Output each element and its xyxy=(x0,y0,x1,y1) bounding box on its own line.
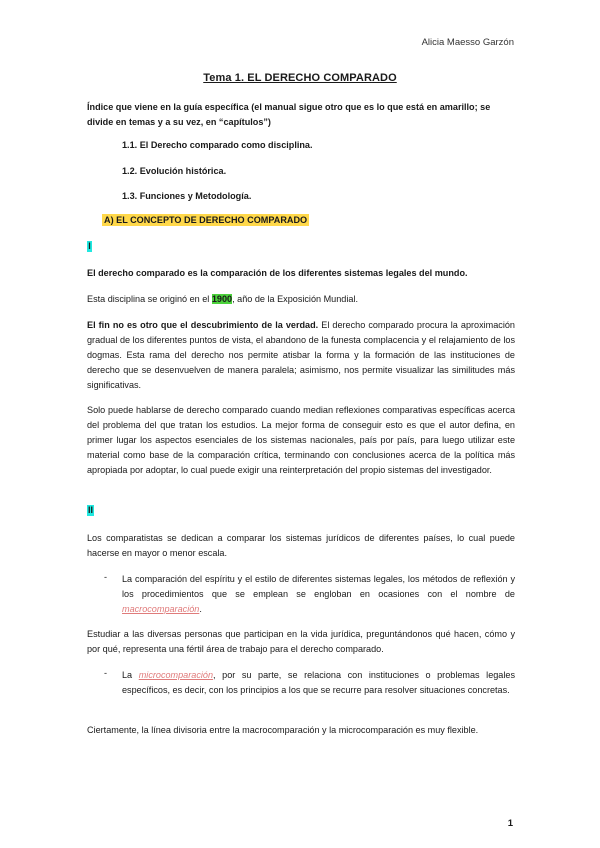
origin-text-end: , año de la Exposición Mundial. xyxy=(232,294,358,304)
paragraph-origin xyxy=(87,292,515,307)
paragraph-definition: El derecho comparado es la comparación de los diferentes sistemas legales del mundo. xyxy=(87,268,468,278)
paragraph-conclusion: Ciertamente, la línea divisoria entre la macrocomparación y la microcomparación es muy flexible. xyxy=(87,725,479,735)
purpose-text: El derecho comparado procura la aproximación gradual de los diferentes puntos de vista, el abandono de la funesta complacencia y el relajamiento de los dogmas. Esta rama del derecho nos permite atisbar la forma y la formación de las instituciones de derecho que se desenvuelven de manera paralela; asimismo, nos permite visualizar las similitudes más significativas. xyxy=(87,320,515,390)
index-item: 1.1. El Derecho comparado como disciplina. xyxy=(122,140,313,150)
bullet-macrocomparacion xyxy=(122,572,515,617)
index-item: 1.2. Evolución histórica. xyxy=(122,166,227,176)
purpose-bold: El fin no es otro que el descubrimiento de la verdad. xyxy=(87,320,319,330)
section-marker-i: I xyxy=(88,241,91,251)
paragraph-purpose xyxy=(87,318,515,393)
paragraph-persons: Estudiar a las diversas personas que participan en la vida jurídica, preguntándonos qué hacen, cómo y por qué, representa una fértil área de trabajo para el derecho comparado. xyxy=(87,629,515,654)
bullet1-end: . xyxy=(199,604,202,614)
bullet-microcomparacion xyxy=(122,668,515,698)
page-title xyxy=(0,72,600,84)
paragraph-method: Solo puede hablarse de derecho comparado cuando median reflexiones comparativas específicas acerca del problema del que tratan los estudios. La mejor forma de conseguir esto es que el autor defina, en primer lugar los aspectos esenciales de los sistemas nacionales, país por país, para luego utilizar este material como base de la comparación crítica, terminando con conclusiones acerca de la política más apropiada por adoptar, lo cual puede exigir una reinterpretación del propio sistemas del investigador. xyxy=(87,405,515,475)
bullet1-text: La comparación del espíritu y el estilo de diferentes sistemas legales, los métodos de reflexión y los procedimientos que se emplean se engloban en ocasiones con el nombre de xyxy=(122,574,515,599)
title-text: Tema 1. EL DERECHO COMPARADO xyxy=(203,72,397,84)
page-number: 1 xyxy=(507,818,513,829)
intro-paragraph: Índice que viene en la guía específica (el manual sigue otro que es lo que está en amarillo; se divide en temas y a su vez, en “capítulos”) xyxy=(87,102,491,127)
term-microcomparacion[interactable]: microcomparación xyxy=(138,670,214,680)
origin-text: Esta disciplina se originó en el xyxy=(87,294,212,304)
index-item: 1.3. Funciones y Metodología. xyxy=(122,191,252,201)
header-author: Alicia Maesso Garzón xyxy=(421,37,514,48)
bullet-dash: - xyxy=(104,572,108,582)
bullet2-before: La xyxy=(122,670,139,680)
paragraph-comparatists: Los comparatistas se dedican a comparar los sistemas jurídicos de diferentes países, lo cual puede hacerse en mayor o menor escala. xyxy=(87,533,515,558)
origin-year: 1900 xyxy=(211,294,233,304)
section-marker-ii: II xyxy=(87,505,93,515)
section-heading-a: A) EL CONCEPTO DE DERECHO COMPARADO xyxy=(104,215,308,225)
bullet-dash: - xyxy=(104,668,108,678)
bullet2-text: , por su parte, se relaciona con instituciones o problemas legales específicos, es decir, con los principios a los que se recurre para resolver situaciones concretas. xyxy=(122,670,515,695)
term-macrocomparacion[interactable]: macrocomparación xyxy=(122,604,200,614)
